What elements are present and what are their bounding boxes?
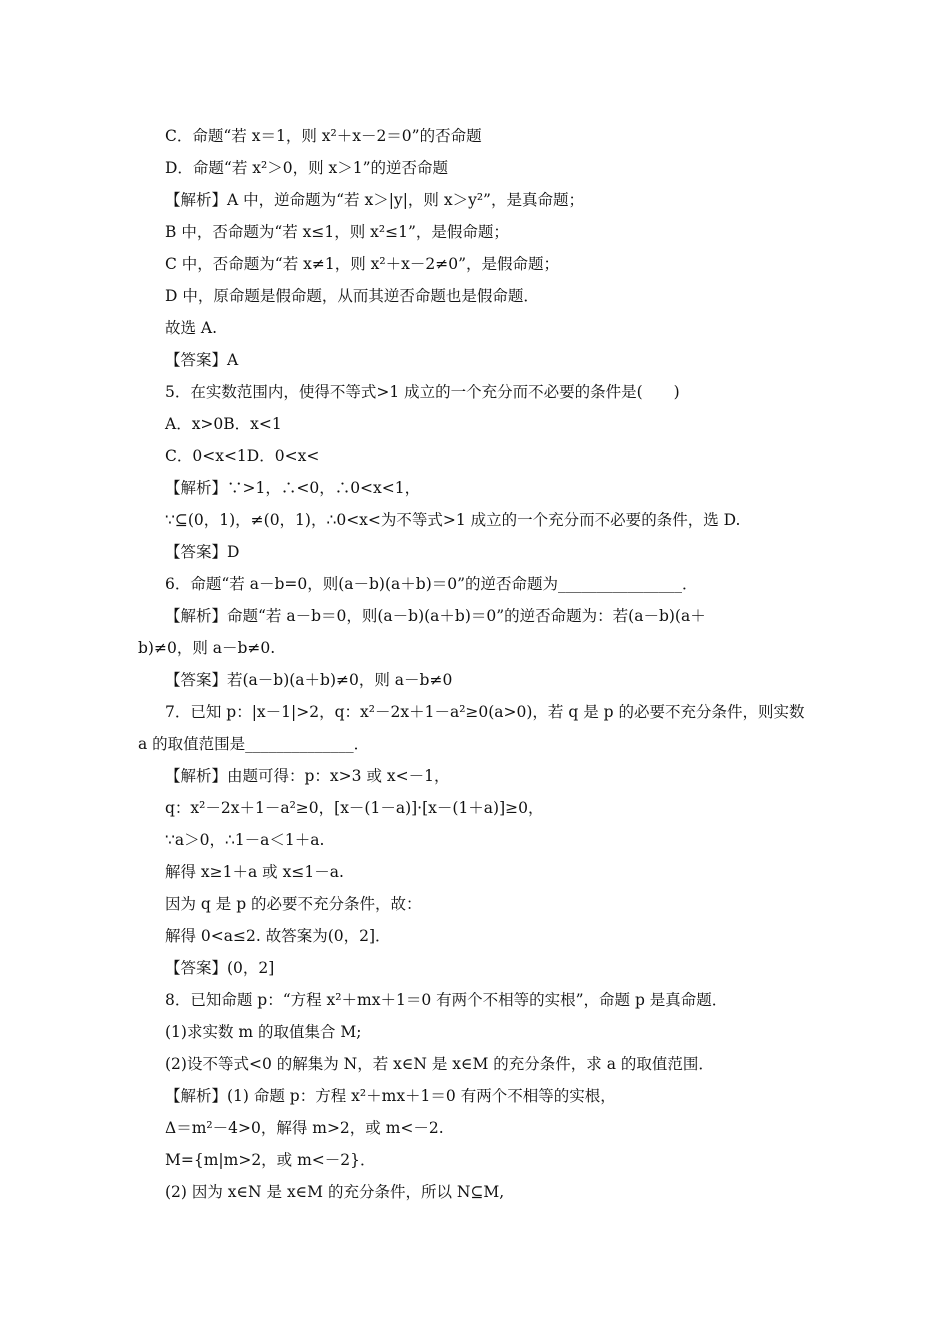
analysis-line: 【解析】∵>1，∴<0，∴0<x<1， bbox=[165, 479, 421, 497]
text-line: 故选 A. bbox=[165, 319, 218, 337]
question-7-line: 7．已知 p：|x－1|>2，q：x²－2x＋1－a²≥0(a>0)，若 q 是 p 的必要不充分条件，则实数 bbox=[165, 703, 805, 721]
answer-line: 【答案】(0，2] bbox=[165, 959, 275, 977]
options-ab-line: A．x>0B．x<1 bbox=[165, 415, 282, 433]
text-line: q：x²－2x＋1－a²≥0，[x－(1－a)]·[x－(1＋a)]≥0， bbox=[165, 799, 544, 817]
option-d-line: D．命题“若 x²＞0，则 x＞1”的逆否命题 bbox=[165, 159, 449, 177]
analysis-line: 【解析】(1) 命题 p：方程 x²＋mx＋1＝0 有两个不相等的实根， bbox=[165, 1087, 616, 1105]
analysis-line: 【解析】命题“若 a－b＝0，则(a－b)(a＋b)＝0”的逆否命题为：若(a－b)(a＋ bbox=[165, 607, 706, 625]
text-line: 解得 x≥1＋a 或 x≤1－a. bbox=[165, 863, 344, 881]
analysis-line: 【解析】由题可得：p：x>3 或 x<－1， bbox=[165, 767, 450, 785]
text-line: a 的取值范围是______________． bbox=[138, 735, 370, 753]
text-line: 因为 q 是 p 的必要不充分条件，故： bbox=[165, 895, 422, 913]
question-6-line: 6．命题“若 a－b=0，则(a－b)(a＋b)＝0”的逆否命题为________________． bbox=[165, 575, 698, 593]
analysis-line: 【解析】A 中，逆命题为“若 x＞|y|，则 x＞y²”，是真命题； bbox=[165, 191, 584, 209]
text-line: 解得 0<a≤2. 故答案为(0，2]． bbox=[165, 927, 391, 945]
text-line: D 中，原命题是假命题，从而其逆否命题也是假命题． bbox=[165, 287, 539, 305]
text-line: ∵⊆(0，1)，≠(0，1)，∴0<x<为不等式>1 成立的一个充分而不必要的条件，选 D. bbox=[165, 511, 741, 529]
option-c-line: C．命题“若 x＝1，则 x²＋x－2＝0”的否命题 bbox=[165, 127, 482, 145]
subquestion-1-line: (1)求实数 m 的取值集合 M; bbox=[165, 1023, 362, 1041]
text-line: b)≠0，则 a－b≠0. bbox=[138, 639, 276, 657]
question-8-line: 8．已知命题 p：“方程 x²＋mx＋1＝0 有两个不相等的实根”，命题 p 是真命题． bbox=[165, 991, 728, 1009]
text-line: Δ＝m²－4>0，解得 m>2，或 m<－2. bbox=[165, 1119, 444, 1137]
text-line: (2) 因为 x∈N 是 x∈M 的充分条件，所以 N⊆M, bbox=[165, 1183, 505, 1201]
answer-line: 【答案】若(a－b)(a＋b)≠0，则 a－b≠0 bbox=[165, 671, 453, 689]
answer-line: 【答案】A bbox=[165, 351, 239, 369]
text-line: ∵a＞0，∴1－a＜1＋a. bbox=[165, 831, 325, 849]
text-line: M={m|m>2，或 m<－2}． bbox=[165, 1151, 376, 1169]
answer-line: 【答案】D bbox=[165, 543, 240, 561]
question-5-line: 5．在实数范围内，使得不等式>1 成立的一个充分而不必要的条件是( ) bbox=[165, 383, 680, 401]
options-cd-line: C．0<x<1D．0<x< bbox=[165, 447, 320, 465]
subquestion-2-line: (2)设不等式<0 的解集为 N，若 x∈N 是 x∈M 的充分条件，求 a 的取值范围． bbox=[165, 1055, 714, 1073]
text-line: B 中，否命题为“若 x≤1，则 x²≤1”，是假命题； bbox=[165, 223, 509, 241]
text-line: C 中，否命题为“若 x≠1，则 x²＋x－2≠0”，是假命题； bbox=[165, 255, 559, 273]
